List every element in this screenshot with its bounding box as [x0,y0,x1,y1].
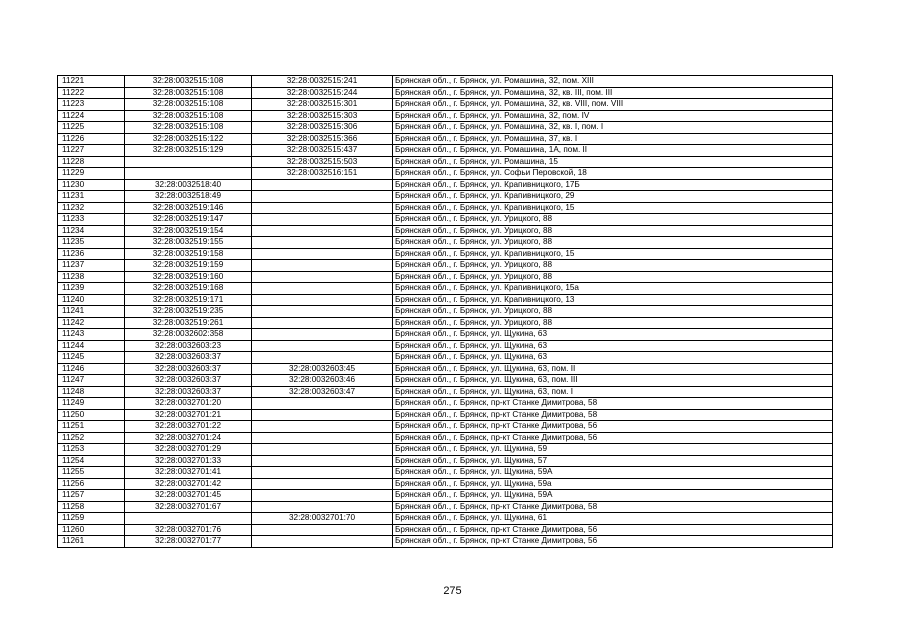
address-cell: Брянская обл., г. Брянск, ул. Урицкого, 88 [393,271,833,283]
table-row [58,467,833,479]
table-row [58,340,833,352]
table-row [58,524,833,536]
table-row [58,375,833,387]
premises-cadastral-number-cell [252,409,393,421]
address-cell: Брянская обл., г. Брянск, ул. Ромашина, 32, кв. I, пом. I [393,122,833,134]
row-number-cell: 11240 [58,294,125,306]
premises-cadastral-number-cell: 32:28:0032515:301 [252,99,393,111]
table-body [58,76,833,548]
table-row [58,179,833,191]
address-cell: Брянская обл., г. Брянск, пр-кт Станке Димитрова, 56 [393,421,833,433]
cadastral-number-cell: 32:28:0032519:159 [125,260,252,272]
cadastral-number-cell: 32:28:0032603:37 [125,352,252,364]
cadastral-number-cell: 32:28:0032519:158 [125,248,252,260]
cadastral-number-cell: 32:28:0032519:155 [125,237,252,249]
cadastral-number-cell: 32:28:0032515:108 [125,99,252,111]
cadastral-number-cell: 32:28:0032515:108 [125,110,252,122]
row-number-cell: 11250 [58,409,125,421]
address-cell: Брянская обл., г. Брянск, ул. Крапивницкого, 15а [393,283,833,295]
property-table [57,75,833,548]
address-cell: Брянская обл., г. Брянск, ул. Крапивницкого, 29 [393,191,833,203]
address-cell: Брянская обл., г. Брянск, ул. Урицкого, 88 [393,237,833,249]
premises-cadastral-number-cell [252,237,393,249]
table-row [58,248,833,260]
table-row [58,122,833,134]
row-number-cell: 11234 [58,225,125,237]
row-number-cell: 11251 [58,421,125,433]
address-cell: Брянская обл., г. Брянск, пр-кт Станке Димитрова, 56 [393,536,833,548]
row-number-cell: 11233 [58,214,125,226]
premises-cadastral-number-cell [252,524,393,536]
cadastral-number-cell: 32:28:0032519:147 [125,214,252,226]
row-number-cell: 11223 [58,99,125,111]
address-cell: Брянская обл., г. Брянск, ул. Щукина, 63, пом. I [393,386,833,398]
table-row [58,536,833,548]
row-number-cell: 11230 [58,179,125,191]
row-number-cell: 11237 [58,260,125,272]
row-number-cell: 11252 [58,432,125,444]
premises-cadastral-number-cell [252,329,393,341]
cadastral-number-cell: 32:28:0032701:24 [125,432,252,444]
row-number-cell: 11259 [58,513,125,525]
premises-cadastral-number-cell [252,444,393,456]
address-cell: Брянская обл., г. Брянск, пр-кт Станке Димитрова, 58 [393,501,833,513]
table-row [58,444,833,456]
row-number-cell: 11231 [58,191,125,203]
address-cell: Брянская обл., г. Брянск, ул. Урицкого, 88 [393,214,833,226]
row-number-cell: 11247 [58,375,125,387]
premises-cadastral-number-cell [252,398,393,410]
premises-cadastral-number-cell: 32:28:0032515:306 [252,122,393,134]
table-row [58,306,833,318]
address-cell: Брянская обл., г. Брянск, ул. Щукина, 63 [393,352,833,364]
premises-cadastral-number-cell [252,225,393,237]
premises-cadastral-number-cell: 32:28:0032701:70 [252,513,393,525]
cadastral-number-cell: 32:28:0032515:108 [125,122,252,134]
table-row [58,398,833,410]
address-cell: Брянская обл., г. Брянск, ул. Крапивницкого, 15 [393,202,833,214]
cadastral-number-cell: 32:28:0032519:261 [125,317,252,329]
premises-cadastral-number-cell: 32:28:0032603:46 [252,375,393,387]
address-cell: Брянская обл., г. Брянск, ул. Ромашина, 32, кв. VIII, пом. VIII [393,99,833,111]
cadastral-number-cell: 32:28:0032602:358 [125,329,252,341]
table-row [58,110,833,122]
address-cell: Брянская обл., г. Брянск, ул. Урицкого, 88 [393,317,833,329]
address-cell: Брянская обл., г. Брянск, ул. Щукина, 63, пом. III [393,375,833,387]
cadastral-number-cell: 32:28:0032701:67 [125,501,252,513]
premises-cadastral-number-cell [252,306,393,318]
table-row [58,490,833,502]
row-number-cell: 11253 [58,444,125,456]
row-number-cell: 11255 [58,467,125,479]
table-row [58,191,833,203]
table-row [58,386,833,398]
cadastral-number-cell: 32:28:0032519:154 [125,225,252,237]
address-cell: Брянская обл., г. Брянск, ул. Ромашина, 32, пом. IV [393,110,833,122]
table-row [58,363,833,375]
row-number-cell: 11236 [58,248,125,260]
address-cell: Брянская обл., г. Брянск, пр-кт Станке Димитрова, 58 [393,409,833,421]
address-cell: Брянская обл., г. Брянск, ул. Ромашина, 32, кв. III, пом. III [393,87,833,99]
cadastral-number-cell: 32:28:0032519:171 [125,294,252,306]
premises-cadastral-number-cell: 32:28:0032515:244 [252,87,393,99]
address-cell: Брянская обл., г. Брянск, ул. Щукина, 63 [393,340,833,352]
address-cell: Брянская обл., г. Брянск, пр-кт Станке Димитрова, 58 [393,398,833,410]
row-number-cell: 11249 [58,398,125,410]
premises-cadastral-number-cell [252,490,393,502]
premises-cadastral-number-cell: 32:28:0032603:45 [252,363,393,375]
row-number-cell: 11256 [58,478,125,490]
address-cell: Брянская обл., г. Брянск, ул. Щукина, 61 [393,513,833,525]
row-number-cell: 11228 [58,156,125,168]
premises-cadastral-number-cell [252,478,393,490]
premises-cadastral-number-cell: 32:28:0032515:437 [252,145,393,157]
row-number-cell: 11242 [58,317,125,329]
cadastral-number-cell: 32:28:0032519:168 [125,283,252,295]
premises-cadastral-number-cell [252,455,393,467]
cadastral-number-cell: 32:28:0032519:160 [125,271,252,283]
table-row [58,168,833,180]
address-cell: Брянская обл., г. Брянск, ул. Щукина, 59 [393,444,833,456]
premises-cadastral-number-cell [252,248,393,260]
row-number-cell: 11248 [58,386,125,398]
cadastral-number-cell: 32:28:0032515:108 [125,87,252,99]
address-cell: Брянская обл., г. Брянск, ул. Крапивницкого, 15 [393,248,833,260]
address-cell: Брянская обл., г. Брянск, ул. Урицкого, 88 [393,306,833,318]
address-cell: Брянская обл., г. Брянск, ул. Щукина, 63 [393,329,833,341]
cadastral-number-cell: 32:28:0032518:49 [125,191,252,203]
address-cell: Брянская обл., г. Брянск, ул. Щукина, 59А [393,467,833,479]
table-row [58,329,833,341]
premises-cadastral-number-cell: 32:28:0032515:503 [252,156,393,168]
cadastral-number-cell: 32:28:0032701:29 [125,444,252,456]
cadastral-number-cell: 32:28:0032515:108 [125,76,252,88]
premises-cadastral-number-cell [252,432,393,444]
address-cell: Брянская обл., г. Брянск, ул. Урицкого, 88 [393,260,833,272]
table-row [58,260,833,272]
cadastral-number-cell: 32:28:0032519:146 [125,202,252,214]
cadastral-number-cell: 32:28:0032518:40 [125,179,252,191]
premises-cadastral-number-cell: 32:28:0032516:151 [252,168,393,180]
premises-cadastral-number-cell [252,202,393,214]
row-number-cell: 11227 [58,145,125,157]
address-cell: Брянская обл., г. Брянск, ул. Щукина, 59А [393,490,833,502]
row-number-cell: 11235 [58,237,125,249]
cadastral-number-cell [125,513,252,525]
table-row [58,156,833,168]
address-cell: Брянская обл., г. Брянск, ул. Софьи Перовской, 18 [393,168,833,180]
table-row [58,283,833,295]
address-cell: Брянская обл., г. Брянск, ул. Ромашина, 37, кв. I [393,133,833,145]
premises-cadastral-number-cell [252,271,393,283]
row-number-cell: 11246 [58,363,125,375]
row-number-cell: 11222 [58,87,125,99]
table-row [58,271,833,283]
table-row [58,432,833,444]
cadastral-number-cell: 32:28:0032701:42 [125,478,252,490]
property-table-container [57,75,833,548]
cadastral-number-cell: 32:28:0032515:129 [125,145,252,157]
row-number-cell: 11245 [58,352,125,364]
table-row [58,76,833,88]
row-number-cell: 11241 [58,306,125,318]
row-number-cell: 11221 [58,76,125,88]
cadastral-number-cell: 32:28:0032701:33 [125,455,252,467]
premises-cadastral-number-cell [252,317,393,329]
address-cell: Брянская обл., г. Брянск, ул. Ромашина, 1А, пом. II [393,145,833,157]
cadastral-number-cell: 32:28:0032701:45 [125,490,252,502]
row-number-cell: 11229 [58,168,125,180]
row-number-cell: 11224 [58,110,125,122]
premises-cadastral-number-cell [252,260,393,272]
cadastral-number-cell [125,168,252,180]
table-row [58,99,833,111]
table-row [58,225,833,237]
cadastral-number-cell: 32:28:0032701:77 [125,536,252,548]
table-row [58,87,833,99]
premises-cadastral-number-cell [252,536,393,548]
cadastral-number-cell: 32:28:0032515:122 [125,133,252,145]
cadastral-number-cell [125,156,252,168]
table-row [58,294,833,306]
premises-cadastral-number-cell [252,294,393,306]
row-number-cell: 11254 [58,455,125,467]
row-number-cell: 11260 [58,524,125,536]
table-row [58,421,833,433]
table-row [58,214,833,226]
premises-cadastral-number-cell: 32:28:0032603:47 [252,386,393,398]
premises-cadastral-number-cell [252,467,393,479]
cadastral-number-cell: 32:28:0032701:41 [125,467,252,479]
cadastral-number-cell: 32:28:0032603:23 [125,340,252,352]
row-number-cell: 11243 [58,329,125,341]
cadastral-number-cell: 32:28:0032603:37 [125,375,252,387]
premises-cadastral-number-cell [252,214,393,226]
page-number: 275 [443,585,462,597]
address-cell: Брянская обл., г. Брянск, пр-кт Станке Димитрова, 56 [393,432,833,444]
premises-cadastral-number-cell [252,283,393,295]
table-row [58,352,833,364]
row-number-cell: 11238 [58,271,125,283]
address-cell: Брянская обл., г. Брянск, ул. Ромашина, 32, пом. XIII [393,76,833,88]
row-number-cell: 11225 [58,122,125,134]
premises-cadastral-number-cell [252,421,393,433]
row-number-cell: 11261 [58,536,125,548]
address-cell: Брянская обл., г. Брянск, пр-кт Станке Димитрова, 56 [393,524,833,536]
cadastral-number-cell: 32:28:0032519:235 [125,306,252,318]
table-row [58,501,833,513]
row-number-cell: 11232 [58,202,125,214]
premises-cadastral-number-cell: 32:28:0032515:241 [252,76,393,88]
address-cell: Брянская обл., г. Брянск, ул. Ромашина, 15 [393,156,833,168]
cadastral-number-cell: 32:28:0032701:22 [125,421,252,433]
table-row [58,133,833,145]
premises-cadastral-number-cell [252,501,393,513]
cadastral-number-cell: 32:28:0032603:37 [125,363,252,375]
cadastral-number-cell: 32:28:0032603:37 [125,386,252,398]
row-number-cell: 11226 [58,133,125,145]
table-row [58,202,833,214]
row-number-cell: 11257 [58,490,125,502]
cadastral-number-cell: 32:28:0032701:20 [125,398,252,410]
address-cell: Брянская обл., г. Брянск, ул. Урицкого, 88 [393,225,833,237]
address-cell: Брянская обл., г. Брянск, ул. Щукина, 63, пом. II [393,363,833,375]
address-cell: Брянская обл., г. Брянск, ул. Крапивницкого, 13 [393,294,833,306]
cadastral-number-cell: 32:28:0032701:76 [125,524,252,536]
premises-cadastral-number-cell [252,179,393,191]
table-row [58,455,833,467]
table-row [58,409,833,421]
row-number-cell: 11244 [58,340,125,352]
table-row [58,145,833,157]
row-number-cell: 11239 [58,283,125,295]
premises-cadastral-number-cell [252,340,393,352]
cadastral-number-cell: 32:28:0032701:21 [125,409,252,421]
premises-cadastral-number-cell [252,191,393,203]
premises-cadastral-number-cell: 32:28:0032515:303 [252,110,393,122]
table-row [58,478,833,490]
address-cell: Брянская обл., г. Брянск, ул. Щукина, 57 [393,455,833,467]
premises-cadastral-number-cell [252,352,393,364]
address-cell: Брянская обл., г. Брянск, ул. Крапивницкого, 17Б [393,179,833,191]
premises-cadastral-number-cell: 32:28:0032515:366 [252,133,393,145]
table-row [58,317,833,329]
table-row [58,513,833,525]
table-row [58,237,833,249]
row-number-cell: 11258 [58,501,125,513]
address-cell: Брянская обл., г. Брянск, ул. Щукина, 59а [393,478,833,490]
